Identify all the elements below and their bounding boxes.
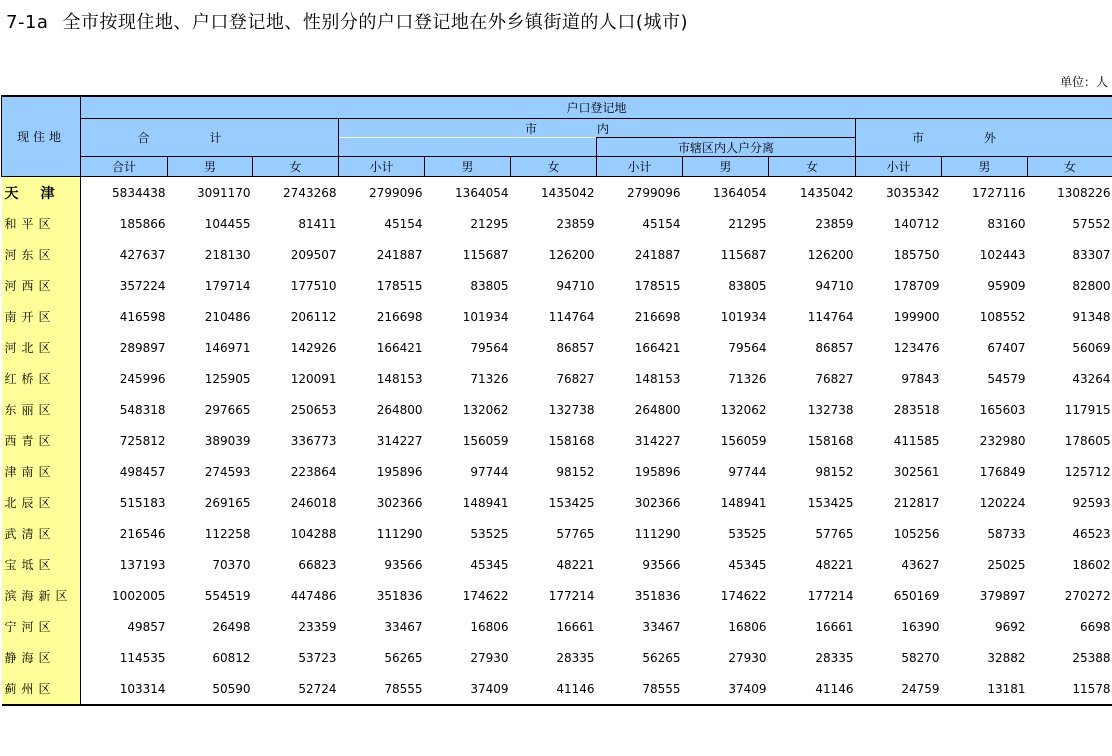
col-header: 女 [253, 157, 339, 177]
table-cell: 148941 [720, 495, 767, 510]
table-cell: 166421 [634, 340, 681, 355]
table-cell: 199900 [893, 309, 940, 324]
col-header: 男 [168, 157, 253, 177]
table-cell: 83805 [470, 278, 509, 293]
table-cell: 33467 [384, 619, 423, 634]
table-cell: 302561 [893, 464, 940, 479]
table-cell: 56069 [1072, 340, 1111, 355]
table-cell: 132738 [548, 402, 595, 417]
table-cell: 114764 [548, 309, 595, 324]
row-name: 西青区 [2, 425, 81, 456]
table-cell: 2743268 [283, 185, 337, 200]
table-cell: 115687 [462, 247, 509, 262]
table-cell: 92593 [1072, 495, 1111, 510]
table-cell: 76827 [556, 371, 595, 386]
col-header: 合计 [81, 157, 168, 177]
table-cell: 78555 [597, 673, 683, 705]
table-cell: 137193 [119, 557, 166, 572]
table-cell: 177214 [548, 588, 595, 603]
table-cell: 166421 [376, 340, 423, 355]
table-cell: 16806 [470, 619, 509, 634]
table-cell: 146971 [204, 340, 251, 355]
table-cell: 264800 [376, 402, 423, 417]
table-cell: 336773 [290, 433, 337, 448]
table-cell: 185750 [893, 247, 940, 262]
table-cell: 302366 [376, 495, 423, 510]
table-cell: 427637 [119, 247, 166, 262]
table-cell: 178605 [1064, 433, 1111, 448]
table-cell: 66823 [298, 557, 337, 572]
table-cell: 289897 [119, 340, 166, 355]
row-name: 河北区 [2, 332, 81, 363]
table-cell: 83307 [1072, 247, 1111, 262]
table-body [2, 177, 1112, 706]
table-cell: 32882 [987, 650, 1026, 665]
table-cell: 206112 [290, 309, 337, 324]
table-row [2, 363, 1112, 394]
table-cell: 174622 [462, 588, 509, 603]
table-cell: 223864 [290, 464, 337, 479]
table-cell: 52724 [253, 673, 339, 705]
table-cell: 13181 [942, 673, 1028, 705]
table-cell: 351836 [376, 588, 423, 603]
table-cell: 60812 [212, 650, 251, 665]
table-cell: 132062 [720, 402, 767, 417]
table-code: 7-1a [6, 12, 49, 33]
table-cell: 53525 [470, 526, 509, 541]
table-cell: 95909 [987, 278, 1026, 293]
col-header: 小计 [339, 157, 425, 177]
table-cell: 23359 [298, 619, 337, 634]
table-cell: 185866 [119, 216, 166, 231]
table-cell: 158168 [548, 433, 595, 448]
table-cell: 389039 [204, 433, 251, 448]
table-cell: 241887 [634, 247, 681, 262]
row-name: 河东区 [2, 239, 81, 270]
table-cell: 153425 [548, 495, 595, 510]
table-cell: 57552 [1072, 216, 1111, 231]
table-row [2, 549, 1112, 580]
table-cell: 58733 [987, 526, 1026, 541]
table-cell: 25025 [987, 557, 1026, 572]
table-cell: 195896 [634, 464, 681, 479]
col-header: 男 [942, 157, 1028, 177]
table-cell: 178515 [634, 278, 681, 293]
row-name: 天津 [2, 177, 81, 209]
col-header: 女 [769, 157, 856, 177]
table-cell: 123476 [893, 340, 940, 355]
table-cell: 97843 [901, 371, 940, 386]
population-table [1, 95, 1112, 706]
table-cell: 98152 [815, 464, 854, 479]
table-cell: 108552 [979, 309, 1026, 324]
table-row [2, 301, 1112, 332]
table-cell: 125905 [204, 371, 251, 386]
table-cell: 212817 [893, 495, 940, 510]
row-name: 和平区 [2, 208, 81, 239]
table-cell: 71326 [728, 371, 767, 386]
table-cell: 297665 [204, 402, 251, 417]
row-name: 蓟州区 [2, 673, 81, 705]
row-name: 东丽区 [2, 394, 81, 425]
col-header: 小计 [856, 157, 942, 177]
table-cell: 178709 [893, 278, 940, 293]
table-cell: 132738 [807, 402, 854, 417]
table-cell: 81411 [298, 216, 337, 231]
table-row [2, 487, 1112, 518]
table-cell: 97744 [470, 464, 509, 479]
table-cell: 264800 [634, 402, 681, 417]
table-cell: 93566 [384, 557, 423, 572]
table-cell: 23859 [815, 216, 854, 231]
table-cell: 37409 [425, 673, 511, 705]
table-cell: 82800 [1072, 278, 1111, 293]
table-cell: 45345 [470, 557, 509, 572]
table-cell: 57765 [815, 526, 854, 541]
col-header: 男 [683, 157, 769, 177]
table-cell: 241887 [376, 247, 423, 262]
table-cell: 1308226 [1057, 185, 1111, 200]
table-cell: 314227 [634, 433, 681, 448]
table-cell: 357224 [119, 278, 166, 293]
table-title-text: 全市按现住地、户口登记地、性别分的户口登记地在外乡镇街道的人口(城市) [62, 12, 688, 33]
table-cell: 165603 [979, 402, 1026, 417]
table-cell: 76827 [815, 371, 854, 386]
table-cell: 16661 [815, 619, 854, 634]
table-cell: 117915 [1064, 402, 1111, 417]
table-cell: 1364054 [455, 185, 509, 200]
table-cell: 111290 [376, 526, 423, 541]
table-cell: 27930 [728, 650, 767, 665]
table-cell: 105256 [893, 526, 940, 541]
table-cell: 270272 [1064, 588, 1111, 603]
table-row [2, 673, 1112, 705]
table-cell: 16661 [556, 619, 595, 634]
table-cell: 49857 [127, 619, 166, 634]
header-total-group: 合计 [81, 119, 339, 157]
table-cell: 79564 [728, 340, 767, 355]
table-row [2, 332, 1112, 363]
table-row [2, 394, 1112, 425]
table-cell: 1435042 [541, 185, 595, 200]
table-cell: 94710 [556, 278, 595, 293]
row-name: 滨海新区 [2, 580, 81, 611]
table-cell: 142926 [290, 340, 337, 355]
table-row [2, 177, 1112, 209]
header-registration-place: 户口登记地 [81, 96, 1112, 119]
table-cell: 23859 [556, 216, 595, 231]
table-cell: 45345 [728, 557, 767, 572]
table-cell: 5834438 [112, 185, 166, 200]
table-cell: 97744 [728, 464, 767, 479]
row-name: 武清区 [2, 518, 81, 549]
table-cell: 103314 [81, 673, 168, 705]
table-cell: 2799096 [369, 185, 423, 200]
row-header-current-residence: 现住地 [2, 96, 81, 177]
table-cell: 140712 [893, 216, 940, 231]
table-cell: 78555 [339, 673, 425, 705]
table-cell: 2799096 [627, 185, 681, 200]
table-cell: 114764 [807, 309, 854, 324]
table-row [2, 208, 1112, 239]
table-cell: 98152 [556, 464, 595, 479]
row-name: 宝坻区 [2, 549, 81, 580]
table-cell: 274593 [204, 464, 251, 479]
table-row [2, 239, 1112, 270]
table-header [2, 96, 1112, 177]
table-cell: 6698 [1080, 619, 1111, 634]
table-cell: 156059 [462, 433, 509, 448]
table-cell: 177214 [807, 588, 854, 603]
col-header: 小计 [597, 157, 683, 177]
table-cell: 83160 [987, 216, 1026, 231]
table-cell: 725812 [119, 433, 166, 448]
table-cell: 126200 [807, 247, 854, 262]
table-cell: 94710 [815, 278, 854, 293]
table-cell: 379897 [979, 588, 1026, 603]
table-cell: 114535 [119, 650, 166, 665]
table-cell: 41146 [769, 673, 856, 705]
table-cell: 71326 [470, 371, 509, 386]
table-cell: 56265 [642, 650, 681, 665]
table-cell: 1002005 [112, 588, 166, 603]
table-cell: 148941 [462, 495, 509, 510]
table-cell: 115687 [720, 247, 767, 262]
row-name: 南开区 [2, 301, 81, 332]
table-cell: 93566 [642, 557, 681, 572]
table-cell: 11578 [1028, 673, 1112, 705]
table-cell: 269165 [204, 495, 251, 510]
header-inside-city-group: 市内 [339, 119, 856, 138]
table-row [2, 518, 1112, 549]
table-cell: 27930 [470, 650, 509, 665]
table-cell: 9692 [994, 619, 1026, 634]
table-cell: 411585 [893, 433, 940, 448]
table-cell: 41146 [511, 673, 597, 705]
table-cell: 16806 [728, 619, 767, 634]
table-cell: 3035342 [886, 185, 940, 200]
table-cell: 43264 [1072, 371, 1111, 386]
table-cell: 216698 [376, 309, 423, 324]
table-cell: 56265 [384, 650, 423, 665]
table-cell: 91348 [1072, 309, 1111, 324]
table-cell: 1364054 [713, 185, 767, 200]
col-header: 女 [1028, 157, 1112, 177]
table-cell: 148153 [376, 371, 423, 386]
table-cell: 126200 [548, 247, 595, 262]
table-cell: 57765 [556, 526, 595, 541]
table-cell: 83805 [728, 278, 767, 293]
table-cell: 314227 [376, 433, 423, 448]
table-cell: 179714 [204, 278, 251, 293]
table-cell: 46523 [1072, 526, 1111, 541]
col-header: 女 [511, 157, 597, 177]
unit-label: 单位：人 [1059, 75, 1108, 89]
table-cell: 447486 [290, 588, 337, 603]
table-cell: 650169 [893, 588, 940, 603]
table-cell: 216698 [634, 309, 681, 324]
table-cell: 245996 [119, 371, 166, 386]
table-cell: 1727116 [972, 185, 1026, 200]
table-cell: 158168 [807, 433, 854, 448]
table-cell: 178515 [376, 278, 423, 293]
table-cell: 26498 [212, 619, 251, 634]
table-cell: 86857 [556, 340, 595, 355]
table-cell: 548318 [119, 402, 166, 417]
table-cell: 120224 [979, 495, 1026, 510]
table-cell: 28335 [556, 650, 595, 665]
table-cell: 1435042 [800, 185, 854, 200]
table-cell: 302366 [634, 495, 681, 510]
table-cell: 177510 [290, 278, 337, 293]
row-name: 河西区 [2, 270, 81, 301]
table-cell: 246018 [290, 495, 337, 510]
table-cell: 104288 [290, 526, 337, 541]
table-cell: 102443 [979, 247, 1026, 262]
table-cell: 24759 [856, 673, 942, 705]
table-cell: 21295 [470, 216, 509, 231]
table-cell: 216546 [119, 526, 166, 541]
table-cell: 209507 [290, 247, 337, 262]
table-cell: 48221 [815, 557, 854, 572]
table-cell: 111290 [634, 526, 681, 541]
table-cell: 18602 [1072, 557, 1111, 572]
row-name: 静海区 [2, 642, 81, 673]
table-cell: 283518 [893, 402, 940, 417]
table-cell: 132062 [462, 402, 509, 417]
table-cell: 45154 [642, 216, 681, 231]
table-cell: 104455 [204, 216, 251, 231]
table-cell: 58270 [901, 650, 940, 665]
table-cell: 86857 [815, 340, 854, 355]
table-cell: 148153 [634, 371, 681, 386]
table-cell: 515183 [119, 495, 166, 510]
table-row [2, 425, 1112, 456]
table-cell: 67407 [987, 340, 1026, 355]
table-cell: 21295 [728, 216, 767, 231]
table-cell: 218130 [204, 247, 251, 262]
table-cell: 70370 [212, 557, 251, 572]
table-cell: 43627 [901, 557, 940, 572]
table-row [2, 270, 1112, 301]
row-name: 津南区 [2, 456, 81, 487]
table-cell: 53723 [298, 650, 337, 665]
table-cell: 53525 [728, 526, 767, 541]
table-cell: 48221 [556, 557, 595, 572]
header-inside-blank [339, 138, 597, 157]
row-name: 红桥区 [2, 363, 81, 394]
table-cell: 3091170 [197, 185, 251, 200]
table-cell: 195896 [376, 464, 423, 479]
table-cell: 120091 [290, 371, 337, 386]
table-cell: 25388 [1072, 650, 1111, 665]
table-cell: 232980 [979, 433, 1026, 448]
table-cell: 156059 [720, 433, 767, 448]
page-title [6, 8, 688, 34]
table-cell: 176849 [979, 464, 1026, 479]
table-cell: 153425 [807, 495, 854, 510]
table-cell: 28335 [815, 650, 854, 665]
table-cell: 50590 [168, 673, 253, 705]
col-header: 男 [425, 157, 511, 177]
table-cell: 37409 [683, 673, 769, 705]
table-cell: 351836 [634, 588, 681, 603]
table-cell: 498457 [119, 464, 166, 479]
header-district-separation-group: 市辖区内人户分离 [597, 138, 856, 157]
table-row [2, 611, 1112, 642]
table-cell: 54579 [987, 371, 1026, 386]
table-row [2, 642, 1112, 673]
table-row [2, 580, 1112, 611]
table-cell: 45154 [384, 216, 423, 231]
row-name: 宁河区 [2, 611, 81, 642]
table-cell: 112258 [204, 526, 251, 541]
table-row [2, 456, 1112, 487]
table-cell: 174622 [720, 588, 767, 603]
table-cell: 250653 [290, 402, 337, 417]
table-cell: 101934 [720, 309, 767, 324]
table-cell: 16390 [901, 619, 940, 634]
table-cell: 33467 [642, 619, 681, 634]
table-cell: 125712 [1064, 464, 1111, 479]
table-cell: 210486 [204, 309, 251, 324]
table-cell: 416598 [119, 309, 166, 324]
header-outside-city-group: 市外 [856, 119, 1112, 157]
table-cell: 79564 [470, 340, 509, 355]
table-cell: 554519 [204, 588, 251, 603]
row-name: 北辰区 [2, 487, 81, 518]
table-cell: 101934 [462, 309, 509, 324]
